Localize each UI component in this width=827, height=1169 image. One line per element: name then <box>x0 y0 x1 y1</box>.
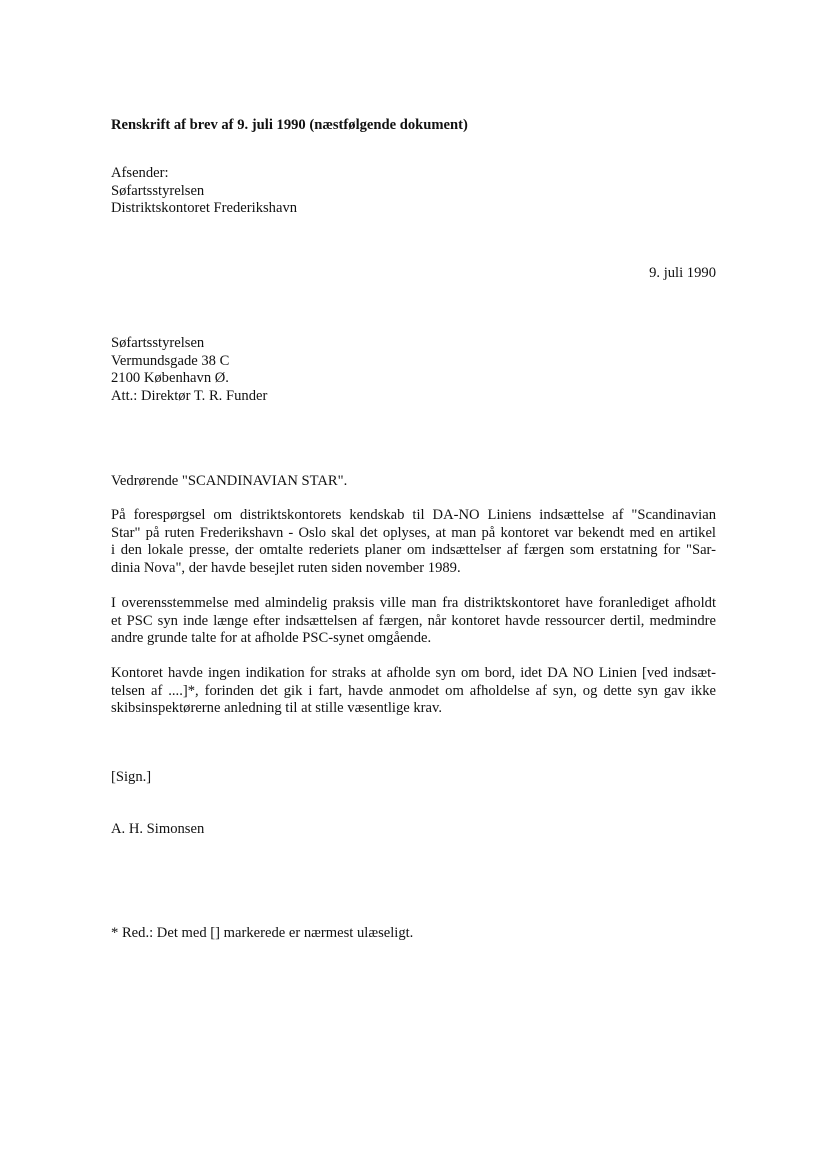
sender-label: Afsender: <box>111 165 169 181</box>
paragraph-line: skibsinspektørerne anledning til at stille væsentlige krav. <box>111 700 442 716</box>
sender-line-2: Distriktskontoret Frederikshavn <box>111 200 298 216</box>
paragraph-line: På forespørgsel om distriktskontorets kendskab til DA-NO Liniens indsættelse af "Scandinavian <box>111 507 716 523</box>
paragraph-line: I overensstemmelse med almindelig praksis ville man fra distriktskontoret have foranlediget afholdt <box>111 595 716 611</box>
recipient-line-2: Vermundsgade 38 C <box>111 352 230 369</box>
paragraph-line: dinia Nova", der havde besejlet ruten siden november 1989. <box>111 559 461 576</box>
paragraph-3 <box>111 665 716 718</box>
paragraph-line: Star" på ruten Frederikshavn - Oslo skal det oplyses, at man på kontoret var bekendt med en artikel <box>111 524 716 541</box>
recipient-line-4: Att.: Direktør T. R. Funder <box>111 387 268 404</box>
recipient-block <box>111 335 267 405</box>
letter-date: 9. juli 1990 <box>649 265 716 281</box>
paragraph-2 <box>111 595 716 648</box>
footnote: * Red.: Det med [] markerede er nærmest ulæseligt. <box>111 925 414 941</box>
paragraph-line: Kontoret havde ingen indikation for straks at afholde syn om bord, idet DA NO Linien [ved indsæt- <box>111 665 716 681</box>
paragraph-line: andre grunde talte for at afholde PSC-synet omgående. <box>111 630 432 646</box>
paragraph-1 <box>111 507 716 577</box>
subject-line: Vedrørende "SCANDINAVIAN STAR". <box>111 473 348 489</box>
sender-block <box>111 165 297 218</box>
signature-mark: [Sign.] <box>111 769 152 785</box>
paragraph-line: i den lokale presse, der omtalte rederiets planer om indsættelser af færgen som erstatning for "Sar- <box>111 542 716 558</box>
paragraph-line: telsen af ....]*, forinden det gik i fart, havde anmodet om afholdelse af syn, og dette syn gav ikke <box>111 682 716 699</box>
sender-line-1: Søfartsstyrelsen <box>111 182 205 199</box>
recipient-line-3: 2100 København Ø. <box>111 370 229 386</box>
recipient-line-1: Søfartsstyrelsen <box>111 335 205 351</box>
paragraph-line: et PSC syn inde længe efter indsættelsen af færgen, når kontoret havde ressourcer dertil, medmindre <box>111 612 716 629</box>
signer-name: A. H. Simonsen <box>111 821 205 837</box>
document-title: Renskrift af brev af 9. juli 1990 (næstfølgende dokument) <box>111 117 468 133</box>
